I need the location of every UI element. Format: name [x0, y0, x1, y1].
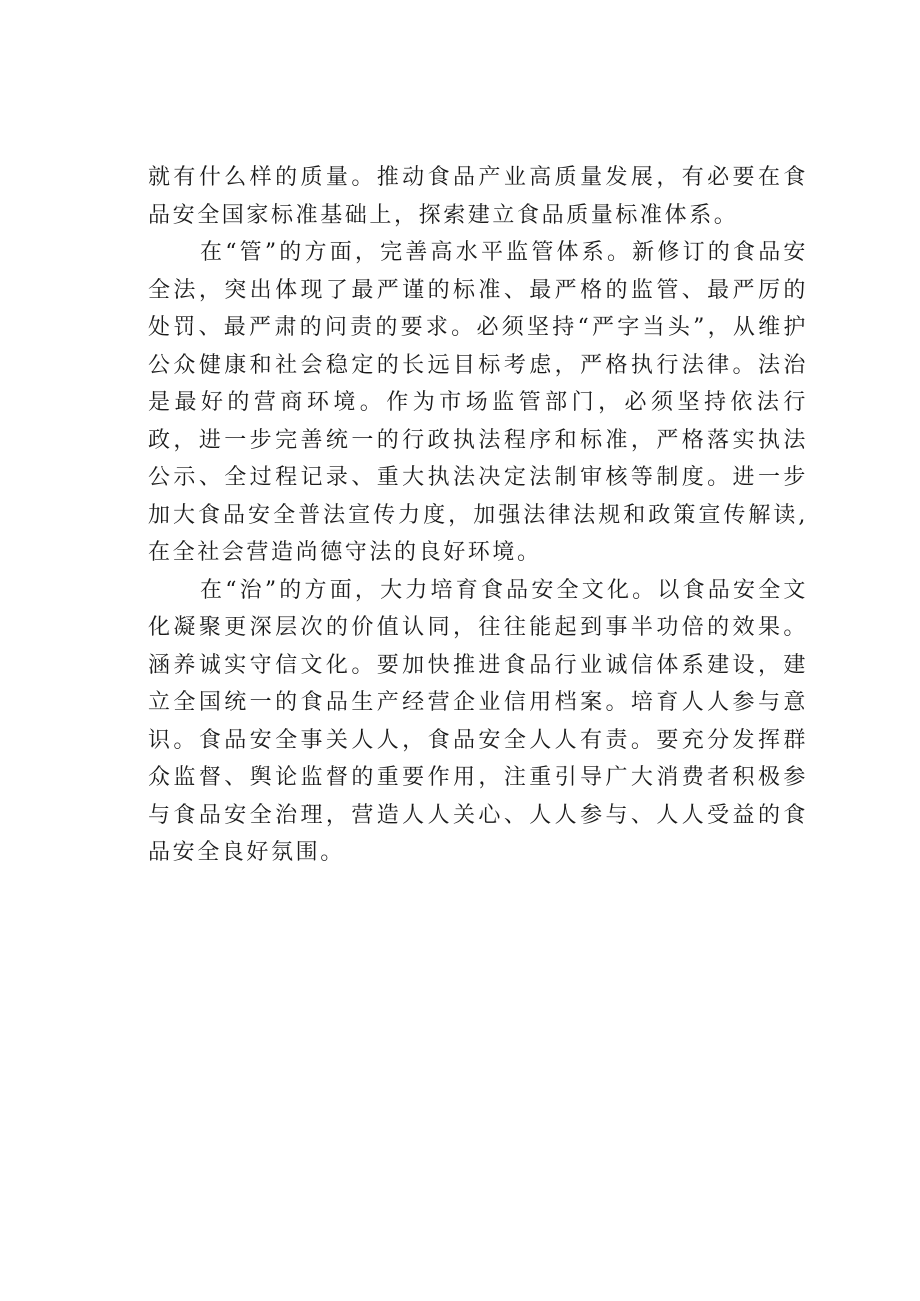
- paragraph-culture: 在“治”的方面，大力培育食品安全文化。以食品安全文化凝聚更深层次的价值认同，往往能起到事半功倍的效果。涵养诚实守信文化。要加快推进食品行业诚信体系建设，建立全国统一的食品生产经营企业信用档案。培育人人参与意识。食品安全事关人人，食品安全人人有责。要充分发挥群众监督、舆论监督的重要作用，注重引导广大消费者积极参与食品安全治理，营造人人关心、人人参与、人人受益的食品安全良好氛围。: [148, 577, 808, 865]
- document-body: [148, 159, 808, 872]
- paragraph-continuation: 就有什么样的质量。推动食品产业高质量发展，有必要在食品安全国家标准基础上，探索建立食品质量标准体系。: [148, 165, 808, 228]
- paragraph-regulation: 在“管”的方面，完善高水平监管体系。新修订的食品安全法，突出体现了最严谨的标准、最严格的监管、最严厉的处罚、最严肃的问责的要求。必须坚持“严字当头”，从维护公众健康和社会稳定的长远目标考虑，严格执行法律。法治是最好的营商环境。作为市场监管部门，必须坚持依法行政，进一步完善统一的行政执法程序和标准，严格落实执法公示、全过程记录、重大执法决定法制审核等制度。进一步加大食品安全普法宣传力度，加强法律法规和政策宣传解读,在全社会营造尚德守法的良好环境。: [148, 240, 808, 565]
